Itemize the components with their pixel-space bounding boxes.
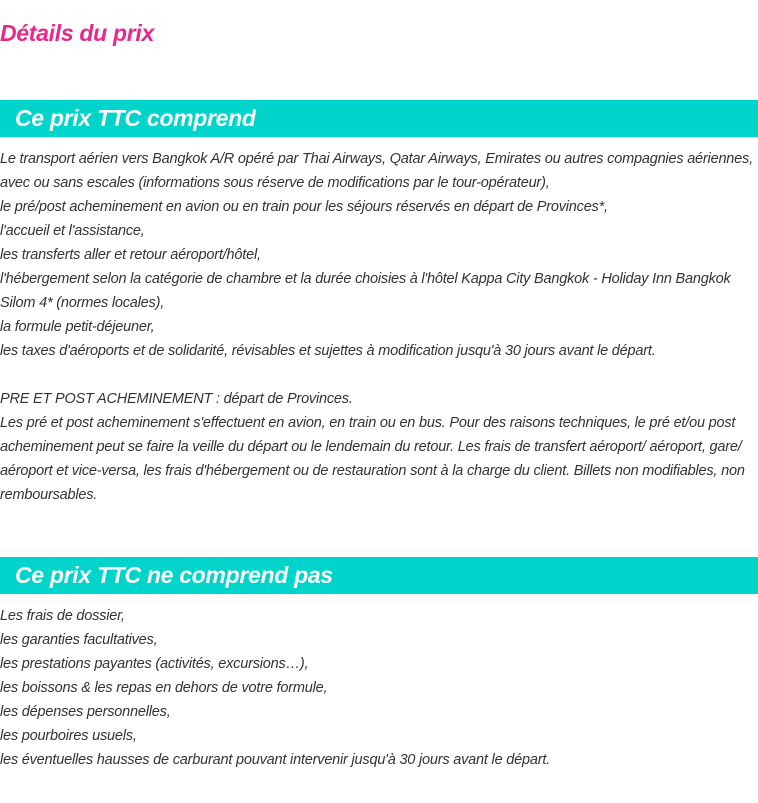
excludes-line: les boissons & les repas en dehors de votre formule, [0, 680, 328, 696]
includes-line: les transferts aller et retour aéroport/hôtel, [0, 247, 261, 263]
acheminement-note-title: PRE ET POST ACHEMINEMENT : départ de Provinces. [0, 391, 353, 407]
excludes-line: les éventuelles hausses de carburant pouvant intervenir jusqu'à 30 jours avant le départ. [0, 752, 551, 768]
excludes-line: les pourboires usuels, [0, 728, 137, 744]
excludes-line: les prestations payantes (activités, excursions…), [0, 656, 309, 672]
includes-line: le pré/post acheminement en avion ou en train pour les séjours réservés en départ de Provinces*, [0, 199, 608, 215]
includes-line: Le transport aérien vers Bangkok A/R opéré par Thai Airways, Qatar Airways, Emirates ou autres compagnies aériennes, avec ou sans escales (informations sous réserve de modifications par le tour-opérateur), [0, 151, 753, 191]
excludes-body [0, 604, 758, 772]
page-title: Détails du prix [0, 20, 154, 46]
excludes-line: Les frais de dossier, [0, 608, 125, 624]
excludes-heading: Ce prix TTC ne comprend pas [0, 557, 758, 594]
includes-line: les taxes d'aéroports et de solidarité, révisables et sujettes à modification jusqu'à 30 jours avant le départ. [0, 343, 656, 359]
excludes-line: les garanties facultatives, [0, 632, 158, 648]
includes-heading: Ce prix TTC comprend [0, 100, 758, 137]
acheminement-note-text: Les pré et post acheminement s'effectuent en avion, en train ou en bus. Pour des raisons techniques, le pré et/ou post acheminement peut se faire la veille du départ ou le lendemain du retour. Les frais de transfert aéroport/ aéroport, gare/ aéroport et vice-versa, les frais d'hébergement ou de restauration sont à la charge du client. Billets non modifiables, non remboursables. [0, 415, 745, 503]
includes-line: la formule petit-déjeuner, [0, 319, 155, 335]
includes-line: l'accueil et l'assistance, [0, 223, 145, 239]
excludes-line: les dépenses personnelles, [0, 704, 171, 720]
includes-line: l'hébergement selon la catégorie de chambre et la durée choisies à l'hôtel Kappa City Bangkok - Holiday Inn Bangkok Silom 4* (normes locales), [0, 271, 731, 311]
includes-body [0, 147, 758, 507]
paragraph-spacer [0, 363, 758, 387]
